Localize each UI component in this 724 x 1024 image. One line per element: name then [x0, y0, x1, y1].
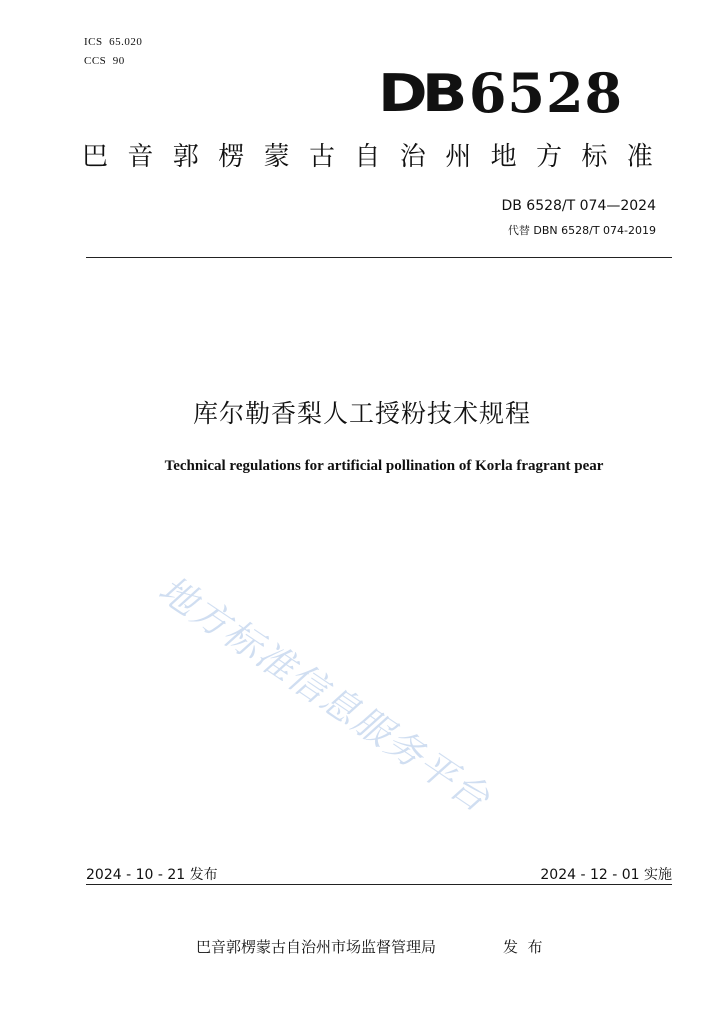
- standard-number: DB 6528/T 074—2024: [501, 198, 656, 214]
- issuing-authority: 巴音郭楞蒙古自治州市场监督管理局: [196, 938, 437, 956]
- ccs-code: CCS 90: [84, 55, 125, 67]
- db-logo: [378, 58, 628, 125]
- title-english: Technical regulations for artificial pollination of Korla fragrant pear: [164, 458, 604, 474]
- publish-date: 2024 - 10 - 21 发布: [86, 867, 218, 883]
- issuer-title: 巴音郭楞蒙古自治州地方标准: [82, 142, 673, 172]
- replaces-standard: 代替 DBN 6528/T 074-2019: [507, 224, 656, 237]
- title-chinese: 库尔勒香梨人工授粉技术规程: [192, 399, 531, 428]
- ics-code: ICS 65.020: [84, 36, 143, 48]
- logo-db-text: DB: [378, 64, 462, 124]
- top-divider: [86, 257, 672, 258]
- logo-number: 6528: [468, 61, 624, 125]
- issue-label: 发 布: [503, 938, 543, 956]
- implement-date: 2024 - 12 - 01 实施: [540, 867, 672, 883]
- bottom-divider: [86, 884, 672, 885]
- watermark-text: 地方标准信息服务平台: [150, 567, 499, 822]
